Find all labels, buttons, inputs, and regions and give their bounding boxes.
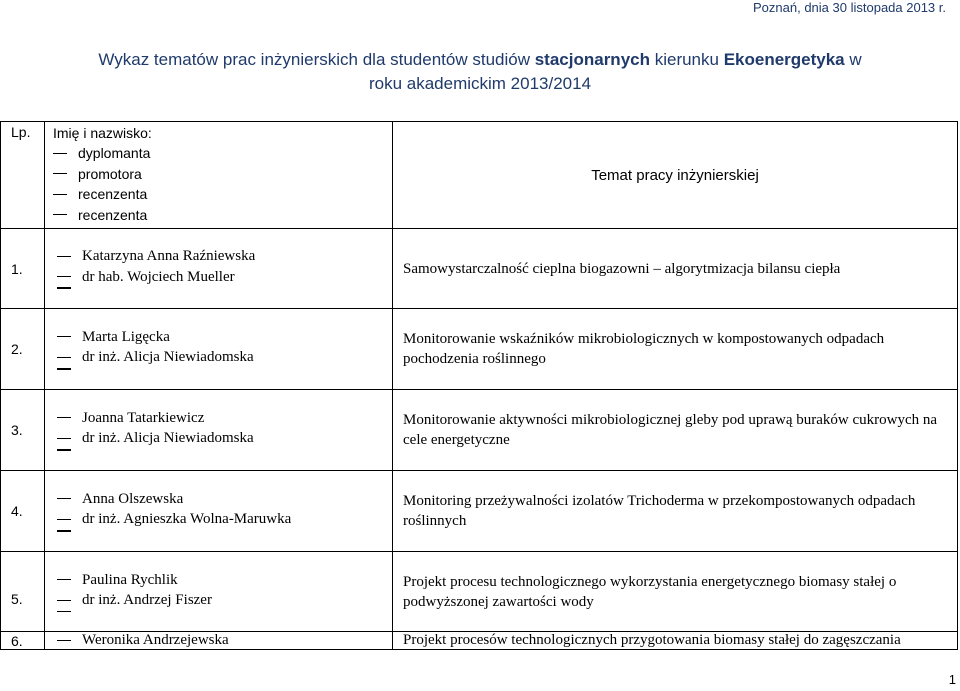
- table-row: [1, 229, 958, 309]
- title-text: w: [844, 50, 862, 69]
- role-line: [53, 205, 392, 226]
- dash-icon: [57, 579, 71, 580]
- title-line-2: roku akademickim 2013/2014: [368, 74, 592, 93]
- name-line: [57, 489, 392, 510]
- dash-icon: [57, 357, 71, 358]
- dash-icon: [53, 194, 67, 195]
- role-line: [53, 143, 392, 164]
- name-line: [57, 408, 392, 429]
- student-name: Marta Ligęcka: [82, 328, 170, 345]
- title-field-of-study: Ekoenergetyka: [723, 50, 845, 69]
- topics-table: [0, 121, 958, 650]
- row-topic: Projekt procesu technologicznego wykorzystania energetycznego biomasy stałej o podwyższonej zawartości wody: [393, 552, 958, 632]
- dash-icon: [53, 153, 67, 154]
- table-row: [1, 471, 958, 552]
- row-lp: 4.: [1, 471, 45, 552]
- name-line: [57, 632, 392, 649]
- row-topic: Projekt procesów technologicznych przygotowania biomasy stałej do zagęszczania: [393, 632, 958, 650]
- supervisor-name: dr inż. Alicja Niewiadomska: [82, 349, 254, 365]
- row-names: [45, 229, 393, 309]
- row-lp: 2.: [1, 309, 45, 390]
- header-names: [45, 122, 393, 229]
- name-line: [57, 531, 392, 532]
- row-names: [45, 632, 393, 650]
- student-name: Katarzyna Anna Raźniewska: [82, 248, 256, 264]
- name-line: [57, 246, 392, 267]
- role-label: dyplomanta: [78, 145, 151, 161]
- supervisor-name: dr inż. Alicja Niewiadomska: [82, 430, 254, 446]
- dash-icon: [53, 173, 67, 174]
- dash-icon: [57, 531, 71, 532]
- dash-icon: [57, 417, 71, 418]
- title-text: kierunku: [649, 50, 724, 69]
- role-label: recenzenta: [78, 186, 148, 202]
- table-row: [1, 552, 958, 632]
- student-name: Weronika Andrzejewska: [82, 632, 229, 648]
- dash-icon: [57, 611, 71, 612]
- student-name: Paulina Rychlik: [82, 571, 178, 588]
- dash-icon: [57, 256, 71, 257]
- dash-icon: [57, 640, 71, 641]
- student-name: Anna Olszewska: [82, 490, 184, 507]
- header-lp: Lp.: [1, 122, 45, 229]
- name-line: [57, 590, 392, 611]
- name-line: [57, 267, 392, 288]
- row-lp: 3.: [1, 390, 45, 471]
- role-line: [53, 164, 392, 185]
- table-row: [1, 309, 958, 390]
- row-names: [45, 471, 393, 552]
- row-topic: Monitoring przeżywalności izolatów Trichoderma w przekompostowanych odpadach roślinnych: [393, 471, 958, 552]
- row-lp: 5.: [1, 552, 45, 632]
- dash-icon: [57, 519, 71, 520]
- supervisor-name: dr inż. Agnieszka Wolna-Maruwka: [82, 511, 292, 527]
- dash-icon: [57, 369, 71, 370]
- dash-icon: [57, 288, 71, 289]
- name-line: [57, 428, 392, 449]
- table-row: [1, 632, 958, 650]
- row-topic: Monitorowanie wskaźników mikrobiologicznych w kompostowanych odpadach pochodzenia roślinnego: [393, 309, 958, 390]
- name-line: [57, 450, 392, 451]
- name-line: [57, 369, 392, 370]
- supervisor-name: dr hab. Wojciech Mueller: [82, 268, 235, 285]
- role-label: promotora: [78, 165, 142, 182]
- supervisor-name: dr inż. Andrzej Fiszer: [82, 592, 212, 608]
- row-names: [45, 390, 393, 471]
- name-line: [57, 347, 392, 368]
- row-names: [45, 552, 393, 632]
- dash-icon: [57, 450, 71, 451]
- names-label: Imię i nazwisko:: [53, 125, 152, 141]
- row-topic: Samowystarczalność cieplna biogazowni – algorytmizacja bilansu ciepła: [393, 229, 958, 309]
- dash-icon: [57, 600, 71, 601]
- name-line: [57, 288, 392, 289]
- row-lp: 1.: [1, 229, 45, 309]
- dash-icon: [57, 336, 71, 337]
- title-text: Wykaz tematów prac inżynierskich dla studentów studiów: [98, 50, 535, 69]
- table-header-row: [1, 122, 958, 229]
- row-names: [45, 309, 393, 390]
- dash-icon: [57, 498, 71, 499]
- row-topic: Monitorowanie aktywności mikrobiologicznej gleby pod uprawą buraków cukrowych na cele energetyczne: [393, 390, 958, 471]
- title-line-1: [60, 48, 900, 72]
- name-line: [57, 327, 392, 348]
- dash-icon: [53, 214, 67, 215]
- table-row: [1, 390, 958, 471]
- title-study-mode: stacjonarnych: [534, 50, 650, 69]
- header-topic: Temat pracy inżynierskiej: [393, 122, 958, 229]
- student-name: Joanna Tatarkiewicz: [82, 409, 205, 426]
- document-date: Poznań, dnia 30 listopada 2013 r.: [753, 0, 946, 15]
- row-lp: 6.: [1, 632, 45, 650]
- name-line: [57, 611, 392, 612]
- document-title: [60, 48, 900, 96]
- dash-icon: [57, 438, 71, 439]
- dash-icon: [57, 276, 71, 277]
- role-label: recenzenta: [78, 206, 148, 223]
- name-line: [57, 509, 392, 530]
- name-line: [57, 570, 392, 591]
- page-number: 1: [948, 672, 956, 687]
- role-line: [53, 184, 392, 205]
